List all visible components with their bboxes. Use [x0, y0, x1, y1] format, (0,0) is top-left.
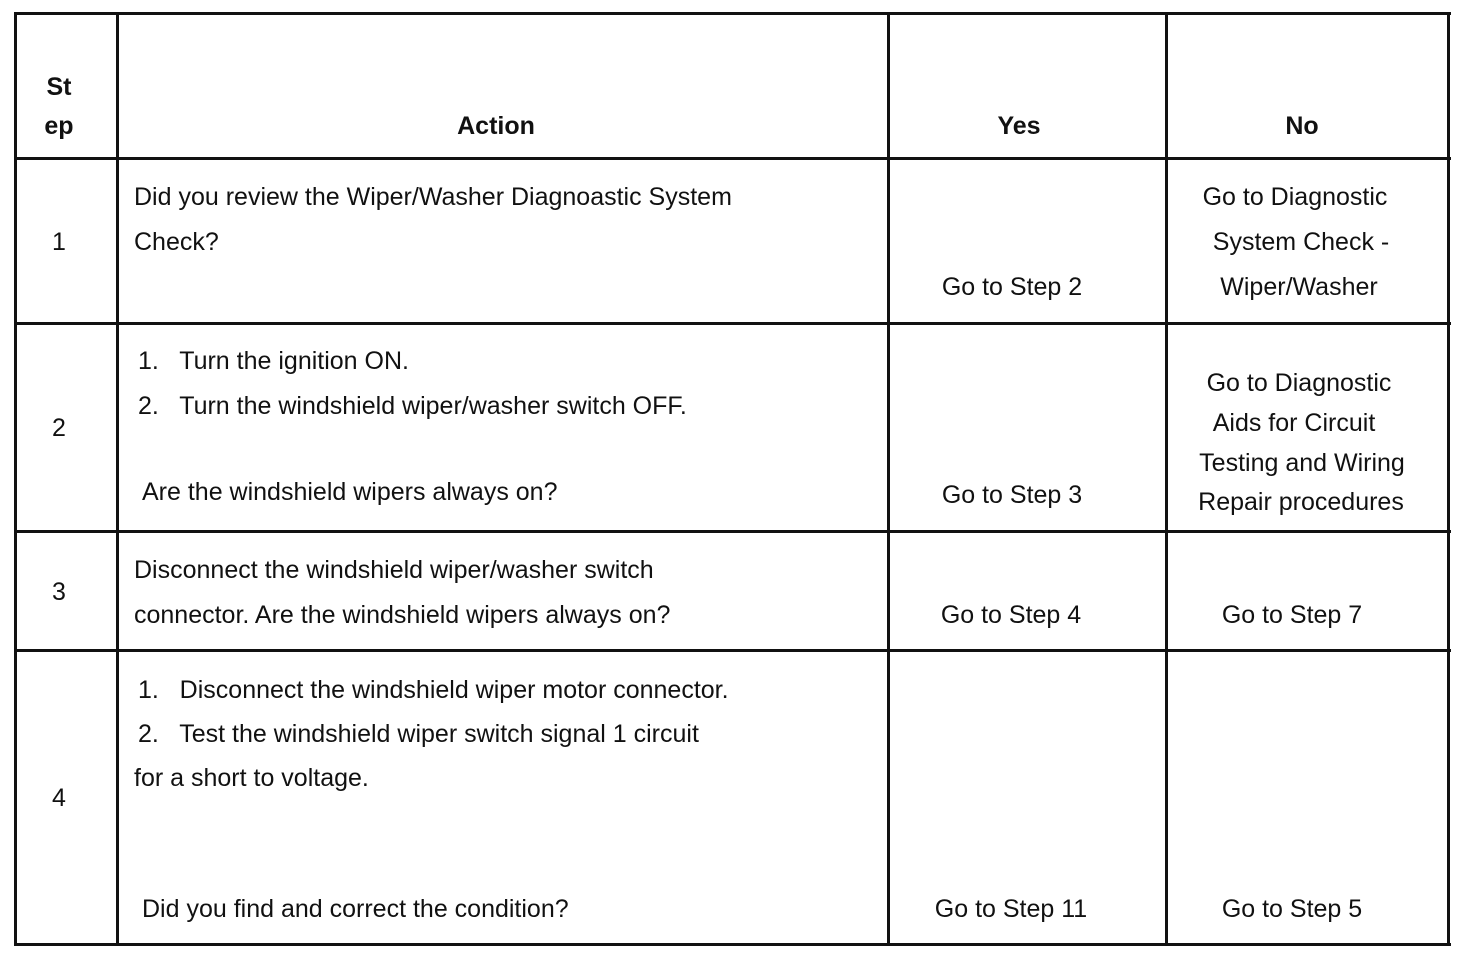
row-4-action-continuation: for a short to voltage. — [134, 764, 369, 792]
row-2-yes: Go to Step 3 — [941, 481, 1083, 509]
header-yes: Yes — [997, 112, 1041, 140]
row-2-action-item-1: 1. Turn the ignition ON. — [138, 347, 409, 375]
table-border-top — [14, 12, 1451, 15]
row-1-action-line-2: Check? — [134, 228, 219, 256]
row-divider — [14, 530, 1451, 533]
row-3-action-line-2: connector. Are the windshield wipers always on? — [134, 601, 671, 629]
column-divider — [887, 12, 890, 946]
row-2-no-line-3: Testing and Wiring — [1199, 449, 1405, 477]
row-4-question: Did you find and correct the condition? — [142, 895, 569, 923]
table-border-bottom — [14, 943, 1451, 946]
row-4-no: Go to Step 5 — [1221, 895, 1363, 923]
row-2-step: 2 — [52, 414, 66, 442]
row-1-yes: Go to Step 2 — [941, 273, 1083, 301]
header-action: Action — [457, 112, 535, 140]
row-3-step: 3 — [52, 578, 66, 606]
row-1-no-line-3: Wiper/Washer — [1220, 273, 1378, 301]
header-divider — [14, 157, 1451, 160]
row-4-action-item-2: 2. Test the windshield wiper switch signal 1 circuit — [138, 720, 699, 748]
row-2-action-item-2: 2. Turn the windshield wiper/washer switch OFF. — [138, 392, 687, 420]
row-3-no: Go to Step 7 — [1221, 601, 1363, 629]
table-border-left — [14, 12, 17, 946]
column-divider — [116, 12, 119, 946]
row-2-no-line-2: Aids for Circuit — [1212, 409, 1376, 437]
row-1-step: 1 — [52, 228, 66, 256]
column-divider — [1165, 12, 1168, 946]
row-1-action-line-1: Did you review the Wiper/Washer Diagnoastic System — [134, 183, 732, 211]
row-4-action-item-1: 1. Disconnect the windshield wiper motor connector. — [138, 676, 729, 704]
header-step-line-1: St — [46, 73, 72, 101]
row-2-question: Are the windshield wipers always on? — [142, 478, 558, 506]
row-1-no-line-1: Go to Diagnostic — [1202, 183, 1388, 211]
row-1-no-line-2: System Check - — [1212, 228, 1390, 256]
header-step-line-2: ep — [44, 112, 74, 140]
row-2-no-line-1: Go to Diagnostic — [1206, 369, 1392, 397]
row-4-yes: Go to Step 11 — [934, 895, 1088, 923]
table-border-right — [1447, 12, 1450, 946]
row-divider — [14, 649, 1451, 652]
header-no: No — [1285, 112, 1319, 140]
row-divider — [14, 322, 1451, 325]
row-3-action-line-1: Disconnect the windshield wiper/washer switch — [134, 556, 654, 584]
row-2-no-line-4: Repair procedures — [1198, 488, 1404, 516]
row-3-yes: Go to Step 4 — [940, 601, 1082, 629]
row-4-step: 4 — [52, 784, 66, 812]
